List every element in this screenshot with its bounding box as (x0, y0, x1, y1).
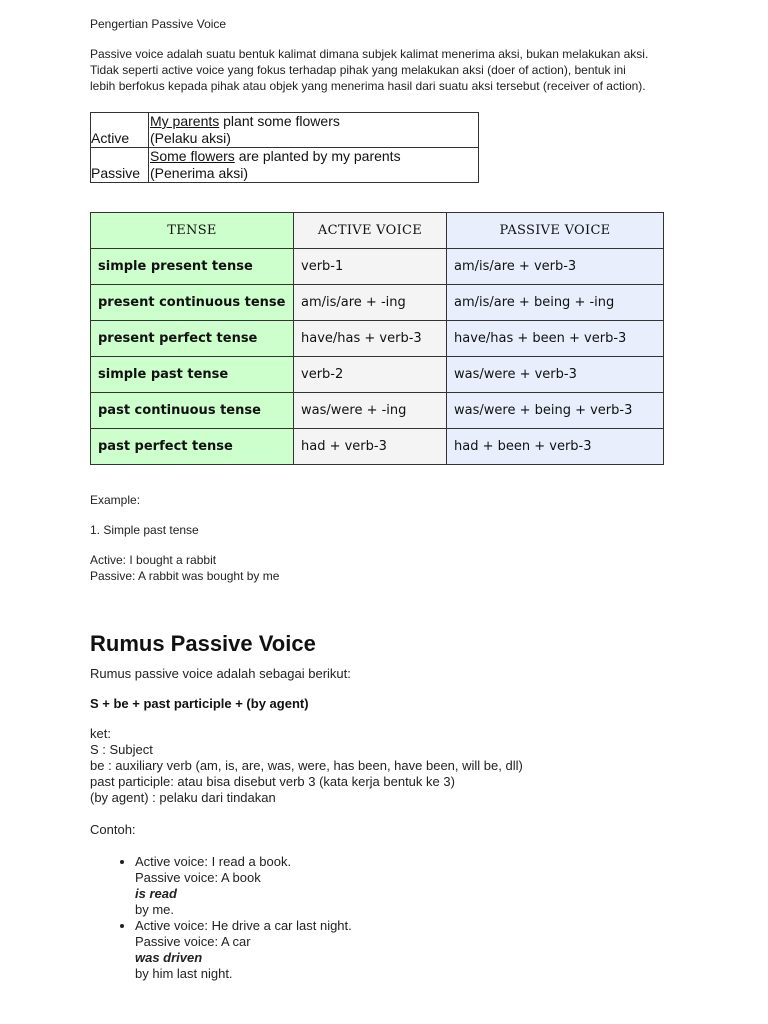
example-active: Active: I bought a rabbit (90, 553, 217, 567)
active-cell: am/is/are + -ing (294, 285, 447, 321)
tense-cell: present continuous tense (91, 285, 294, 321)
bullet-passive-pre: Passive voice: A car (135, 934, 251, 949)
bullet-passive-verb: is read (135, 886, 177, 901)
bullet-passive-pre: Passive voice: A book (135, 870, 261, 885)
active-cell: was/were + -ing (294, 393, 447, 429)
bullet-passive-post: by me. (135, 902, 175, 917)
bullet-passive (135, 934, 352, 982)
header-passive-voice: PASSIVE VOICE (447, 213, 664, 249)
tense-table (90, 212, 664, 465)
passive-row (91, 148, 479, 183)
passive-subject: Some flowers (150, 148, 235, 164)
formula: S + be + past participle + (by agent) (90, 696, 309, 711)
passive-cell: am/is/are + verb-3 (447, 249, 664, 285)
passive-sentence (150, 148, 478, 165)
passive-note: (Penerima aksi) (150, 165, 249, 181)
ket-line: (by agent) : pelaku dari tindakan (90, 790, 276, 805)
table-row (91, 357, 664, 393)
example-pair (90, 552, 279, 584)
contoh-label: Contoh: (90, 822, 136, 837)
bullet-passive (135, 870, 352, 918)
ket-line: past participle: atau bisa disebut verb 3 (kata kerja bentuk ke 3) (90, 774, 455, 789)
tense-table-header (91, 213, 664, 249)
header-tense: TENSE (91, 213, 294, 249)
passive-label: Passive (91, 148, 149, 183)
active-cell: verb-2 (294, 357, 447, 393)
table-row (91, 429, 664, 465)
bullet-active: • Active voice: He drive a car last night. (135, 918, 352, 933)
example-label: Example: (90, 493, 141, 507)
list-item (135, 918, 352, 982)
passive-example-cell (149, 148, 479, 183)
passive-cell: am/is/are + being + -ing (447, 285, 664, 321)
table-row (91, 285, 664, 321)
active-cell: have/has + verb-3 (294, 321, 447, 357)
ket-line: S : Subject (90, 742, 153, 757)
example-bullet-list (90, 854, 352, 982)
example-item: 1. Simple past tense (90, 523, 199, 537)
tense-cell: simple present tense (91, 249, 294, 285)
passive-cell: was/were + verb-3 (447, 357, 664, 393)
tense-cell: present perfect tense (91, 321, 294, 357)
table-row (91, 393, 664, 429)
intro-line: Tidak seperti active voice yang fokus terhadap pihak yang melakukan aksi (doer of action), bentuk ini (90, 63, 626, 77)
rumus-title: Rumus Passive Voice (90, 631, 316, 656)
intro-paragraph (90, 46, 690, 94)
active-cell: had + verb-3 (294, 429, 447, 465)
passive-cell: have/has + been + verb-3 (447, 321, 664, 357)
active-predicate: plant some flowers (219, 113, 340, 129)
list-item (135, 854, 352, 918)
bullet-passive-post: by him last night. (135, 966, 233, 981)
active-label: Active (91, 113, 149, 148)
tense-cell: past continuous tense (91, 393, 294, 429)
bullet-passive-verb: was driven (135, 950, 203, 965)
ket-line: be : auxiliary verb (am, is, are, was, were, has been, have been, will be, dll) (90, 758, 523, 773)
active-row (91, 113, 479, 148)
passive-cell: had + been + verb-3 (447, 429, 664, 465)
active-passive-table (90, 112, 479, 183)
active-cell: verb-1 (294, 249, 447, 285)
section-heading: Pengertian Passive Voice (90, 17, 227, 31)
active-note: (Pelaku aksi) (150, 130, 231, 146)
example-passive: Passive: A rabbit was bought by me (90, 569, 280, 583)
tense-cell: past perfect tense (91, 429, 294, 465)
rumus-intro: Rumus passive voice adalah sebagai berikut: (90, 666, 351, 681)
passive-cell: was/were + being + verb-3 (447, 393, 664, 429)
active-subject: My parents (150, 113, 220, 129)
table-row (91, 321, 664, 357)
intro-line: Passive voice adalah suatu bentuk kalimat dimana subjek kalimat menerima aksi, bukan melakukan aksi. (90, 47, 649, 61)
active-example-cell (149, 113, 479, 148)
bullet-active: • Active voice: I read a book. (135, 854, 292, 869)
intro-line: lebih berfokus kepada pihak atau objek yang menerima hasil dari suatu aksi tersebut (receiver of action). (90, 79, 646, 93)
passive-predicate: are planted by my parents (234, 148, 401, 164)
header-active-voice: ACTIVE VOICE (294, 213, 447, 249)
table-row (91, 249, 664, 285)
active-sentence (150, 113, 478, 130)
tense-cell: simple past tense (91, 357, 294, 393)
ket-block (90, 726, 523, 806)
ket-line: ket: (90, 726, 111, 741)
